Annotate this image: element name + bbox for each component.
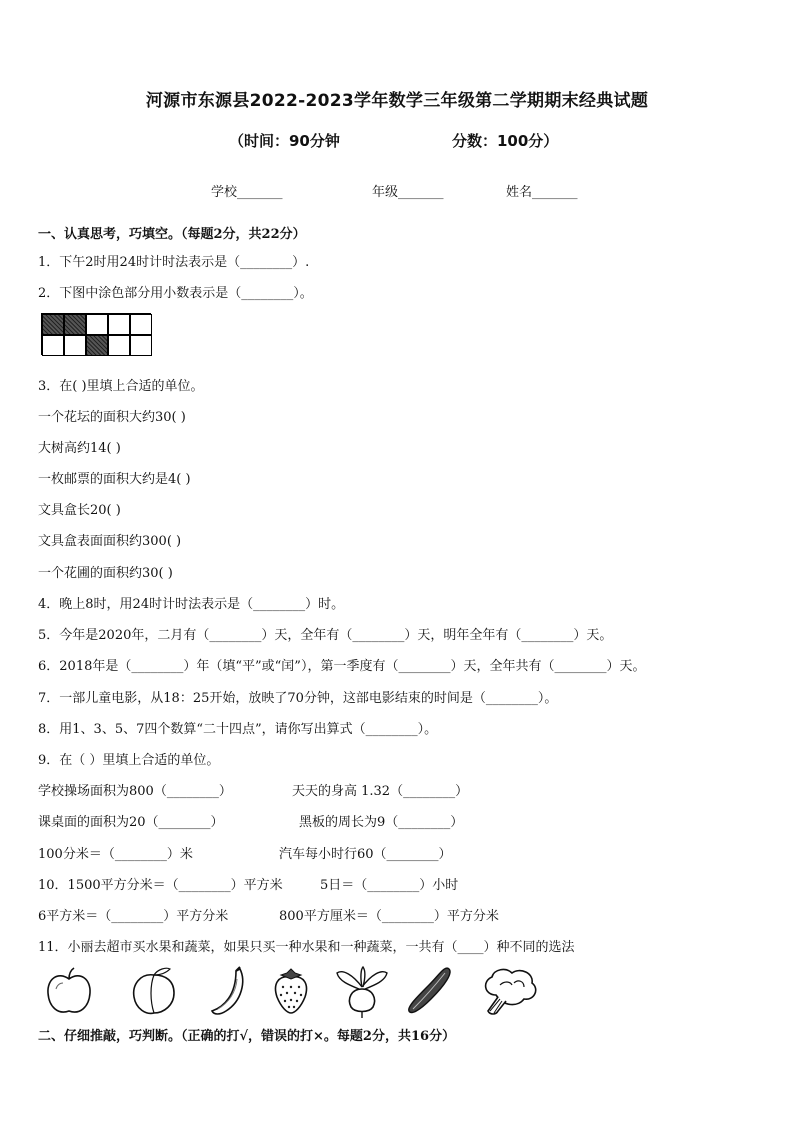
question-3d: 文具盒长20( ) <box>38 503 121 518</box>
question-10c: 6平方米＝（________）平方分米 <box>38 909 229 924</box>
question-10a: 10．1500平方分米＝（________）平方米 <box>38 878 283 893</box>
question-3e: 文具盒表面面积约300( ) <box>38 534 182 549</box>
question-9f: 汽车每小时行60（________） <box>279 847 452 862</box>
question-9e: 100分米＝（________）米 <box>38 847 193 862</box>
grade-field: 年级_______ <box>372 185 444 200</box>
grid-cell <box>64 335 86 356</box>
section-1-heading: 一、认真思考，巧填空。（每题2分，共22分） <box>38 227 306 242</box>
name-field: 姓名_______ <box>506 185 578 200</box>
question-10d: 800平方厘米＝（________）平方分米 <box>279 909 499 924</box>
question-11: 11．小丽去超市买水果和蔬菜，如果只买一种水果和一种蔬菜，一共有（____）种不同的选法 <box>38 940 575 955</box>
grid-cell <box>42 335 64 356</box>
grid-cell-shaded <box>86 335 108 356</box>
question-2: 2．下图中涂色部分用小数表示是（________）。 <box>38 286 313 301</box>
strawberry-icon <box>269 965 313 1017</box>
question-3: 3．在( )里填上合适的单位。 <box>38 379 204 394</box>
banana-icon <box>206 965 250 1017</box>
question-9: 9．在（ ）里填上合适的单位。 <box>38 753 220 768</box>
page-title: 河源市东源县2022-2023学年数学三年级第二学期期末经典试题 <box>145 91 649 111</box>
grid-cell <box>130 335 152 356</box>
grid-cell <box>108 314 130 335</box>
question-3f: 一个花圃的面积约30( ) <box>38 566 173 581</box>
question-3c: 一枚邮票的面积大约是4( ) <box>38 472 191 487</box>
section-2-heading: 二、仔细推敲，巧判断。（正确的打√，错误的打×。每题2分，共16分） <box>38 1029 456 1044</box>
grid-cell <box>86 314 108 335</box>
question-8: 8．用1、3、5、7四个数算“二十四点”，请你写出算式（________）。 <box>38 722 438 737</box>
question-9a: 学校操场面积为800（________） <box>38 784 232 799</box>
school-field: 学校_______ <box>211 185 283 200</box>
question-9b: 天天的身高 1.32（________） <box>292 784 469 799</box>
question-10b: 5日＝（________）小时 <box>320 878 459 893</box>
cucumber-icon <box>405 965 455 1017</box>
question-4: 4．晚上8时，用24时计时法表示是（________）时。 <box>38 597 345 612</box>
question-3b: 大树高约14( ) <box>38 441 121 456</box>
cabbage-icon <box>478 965 540 1017</box>
question-5: 5．今年是2020年，二月有（________）天，全年有（________）天，明年全年有（________）天。 <box>38 628 613 643</box>
shaded-grid-figure <box>41 313 151 355</box>
question-1: 1．下午2时用24时计时法表示是（________）. <box>38 255 310 270</box>
question-9d: 黑板的周长为9（________） <box>299 815 464 830</box>
question-3a: 一个花坛的面积大约30( ) <box>38 410 186 425</box>
grid-cell-shaded <box>42 314 64 335</box>
grid-cell <box>108 335 130 356</box>
radish-icon <box>333 965 391 1019</box>
exam-time: （时间：90分钟 <box>229 132 340 150</box>
question-7: 7．一部儿童电影，从18：25开始，放映了70分钟，这部电影结束的时间是（________）。 <box>38 691 558 706</box>
question-6: 6．2018年是（________）年（填“平”或“闰”），第一季度有（________）天，全年共有（________）天。 <box>38 659 646 674</box>
grid-cell <box>130 314 152 335</box>
peach-icon <box>128 965 180 1017</box>
exam-score: 分数：100分） <box>452 132 559 150</box>
grid-cell-shaded <box>64 314 86 335</box>
question-9c: 课桌面的面积为20（________） <box>38 815 224 830</box>
apple-icon <box>44 965 94 1017</box>
